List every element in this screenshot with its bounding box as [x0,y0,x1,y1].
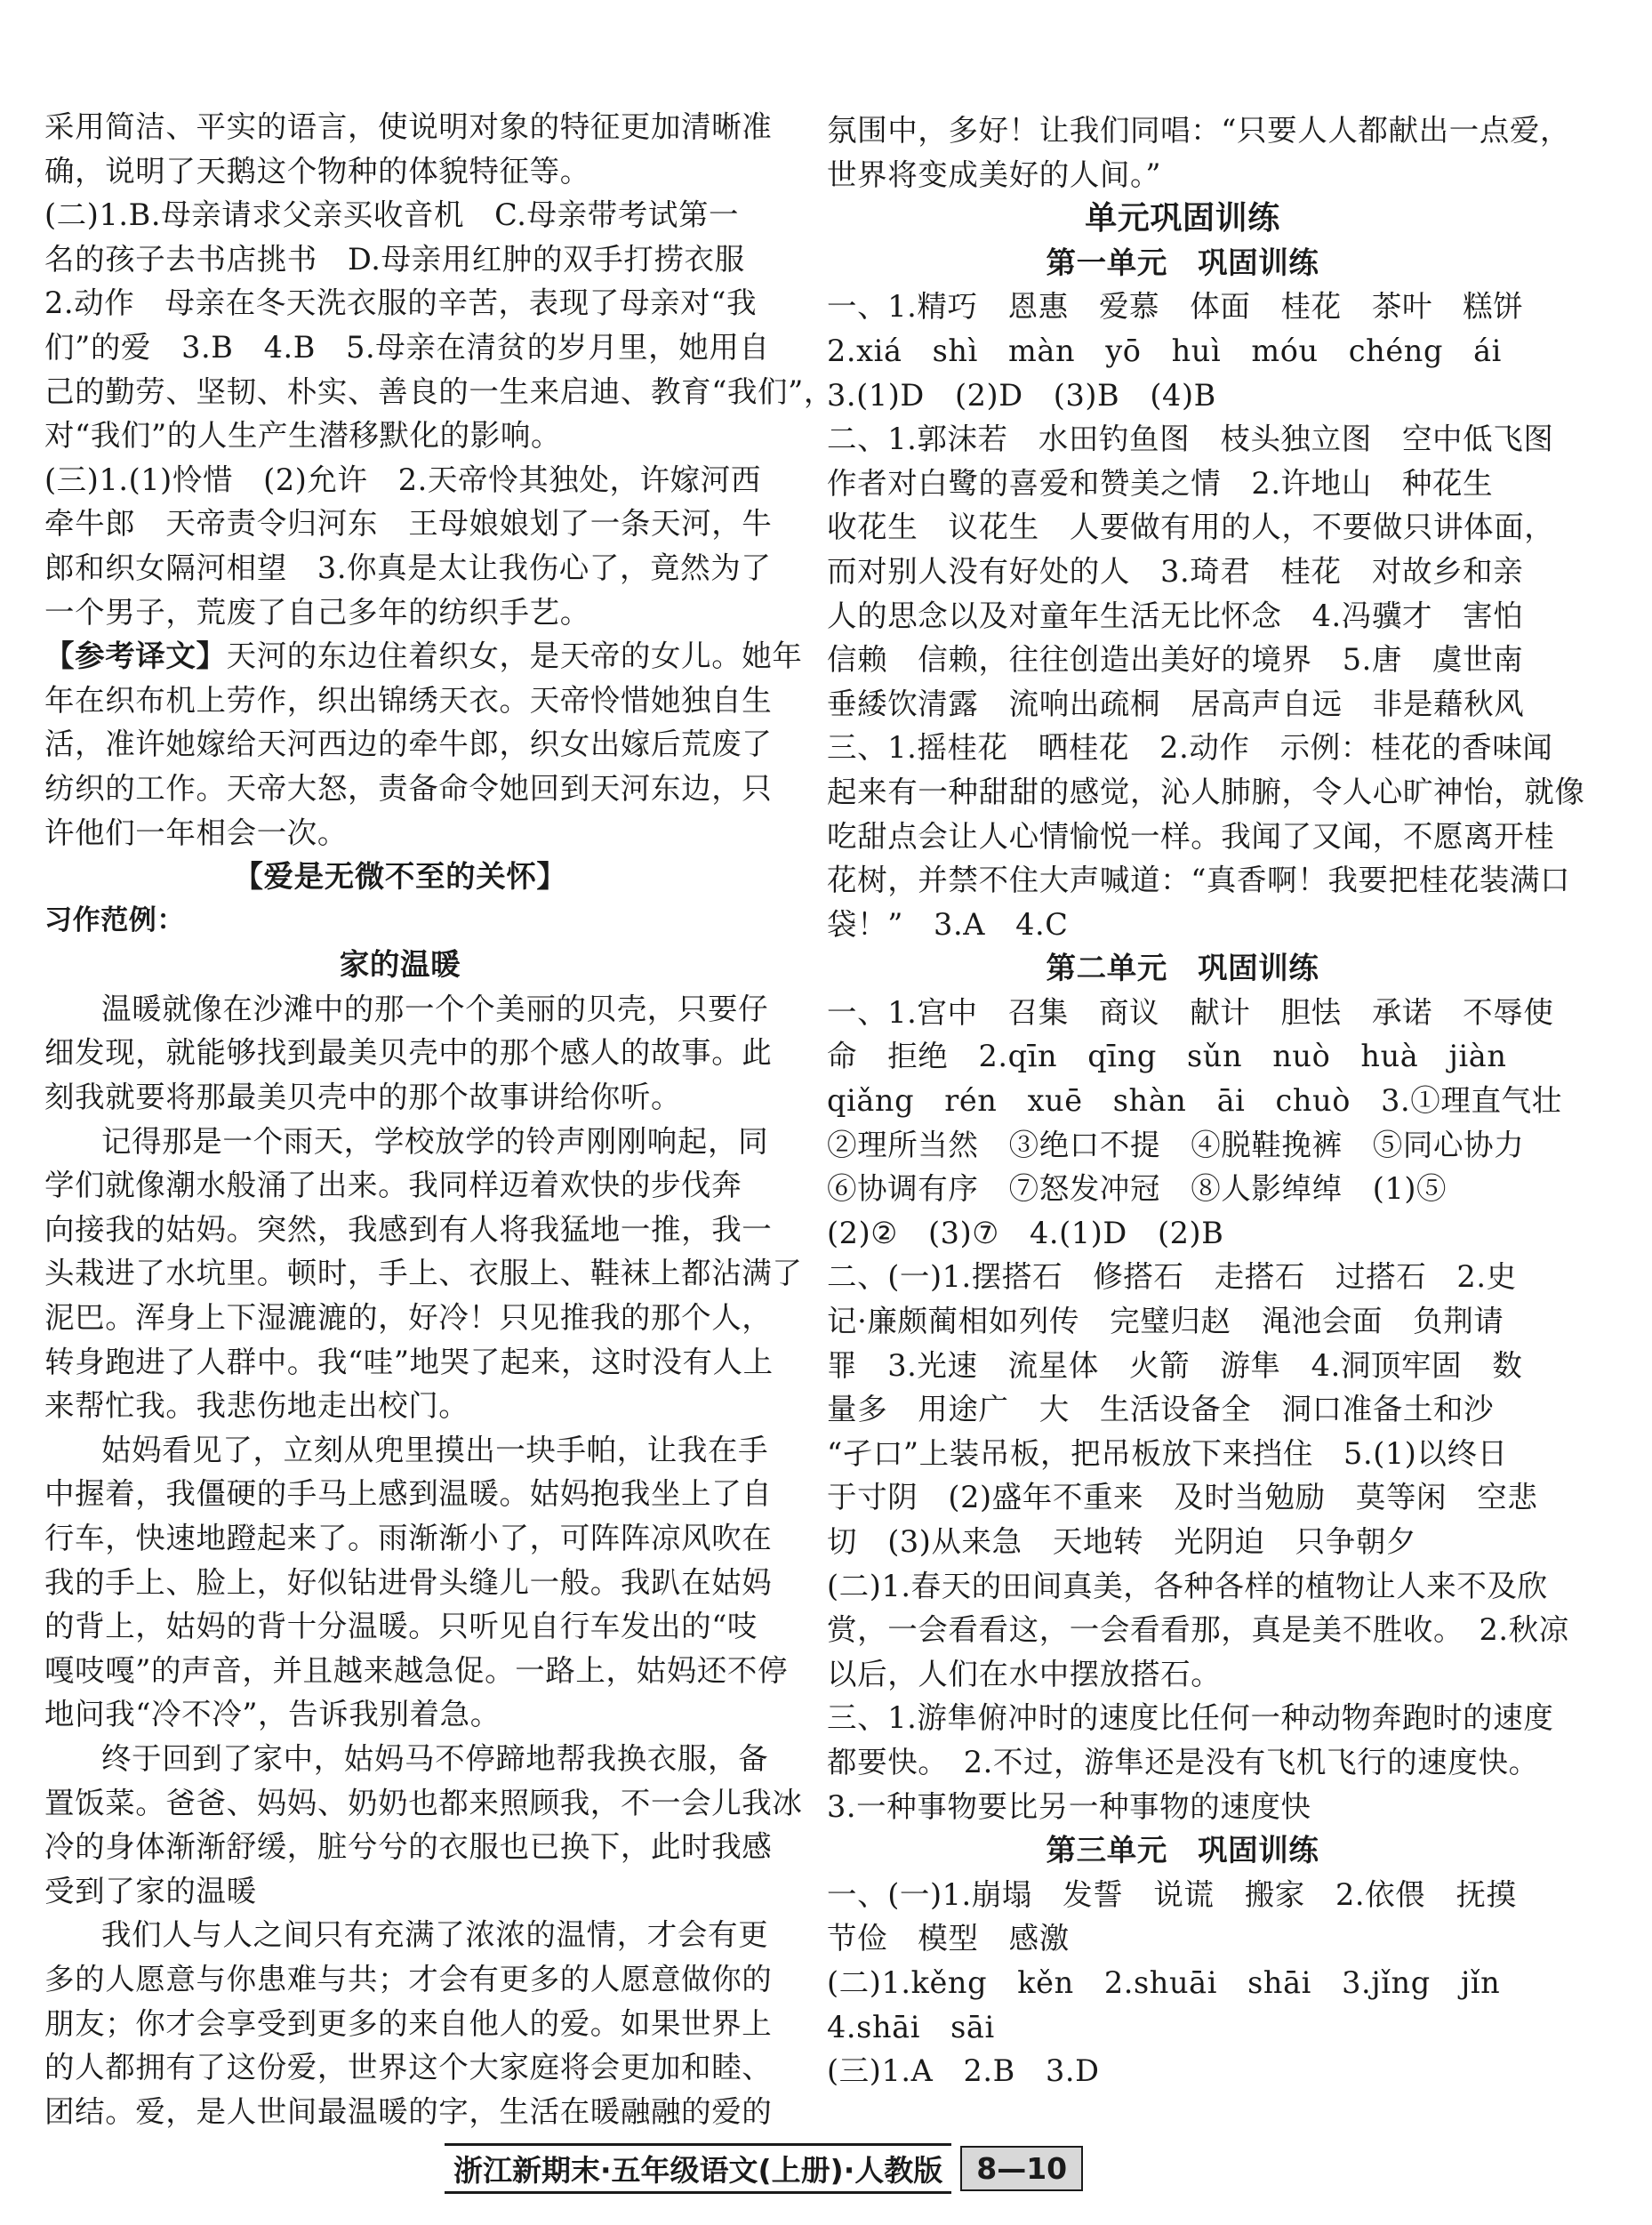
line-text: 中握着，我僵硬的手马上感到温暖。姑妈抱我坐上了自 [44,1476,773,1512]
right-text-line [827,241,1538,285]
left-text-line [44,105,773,149]
right-text-line [827,858,1571,903]
line-text: 确，说明了天鹅这个物种的体貌特征等。 [44,153,590,189]
right-text-line [827,2049,1538,2093]
right-text-line [827,1123,1538,1168]
line-text: 第一单元 巩固训练 [1046,245,1319,280]
left-text-line [44,899,756,944]
left-text-line [44,2090,773,2134]
line-text: 许他们一年相会一次。 [44,815,348,850]
line-text: 来帮忙我。我悲伤地走出校门。 [44,1388,469,1424]
line-text: 的人都拥有了这份爱，世界这个大家庭将会更加和睦、 [44,2050,773,2085]
left-text-line [44,943,756,987]
line-text: 地问我“冷不冷”，告诉我别着急。 [44,1697,501,1732]
left-text-line [44,1516,773,1561]
line-text: 起来有一种甜甜的感觉，沁人肺腑，令人心旷神怡，就像 [827,774,1585,809]
left-text-line [44,855,756,899]
left-text-line [44,767,773,811]
line-text: 切 (3)从来急 天地转 光阴迫 只争朝夕 [827,1524,1417,1559]
line-text: 【爱是无微不至的关怀】 [233,859,567,895]
right-text-line [827,638,1538,682]
line-text: ②理所当然 ③绝口不提 ④脱鞋挽裤 ⑤同心协力 [827,1127,1525,1162]
line-text: (2)② (3)⑦ 4.(1)D (2)B [827,1215,1224,1250]
line-text: 泥巴。浑身上下湿漉漉的，好冷！只见推我的那个人， [44,1300,773,1336]
left-text-line [44,193,756,237]
line-text: 一、(一)1.崩塌 发誓 说谎 搬家 2.依偎 抚摸 [827,1876,1517,1912]
right-text-line [827,991,1554,1035]
line-text: 罪 3.光速 流星体 火箭 游隼 4.洞顶牢固 数 [827,1347,1523,1383]
right-text-line [827,108,1571,153]
line-text: 记得那是一个雨天，学校放学的铃声刚刚响起，同 [101,1123,769,1159]
right-text-line [827,1432,1538,1476]
line-text: 3.(1)D (2)D (3)B (4)B [827,377,1216,413]
line-text: 们”的爱 3.B 4.B 5.母亲在清贫的岁月里，她用自 [44,329,770,365]
left-text-line [44,811,756,855]
left-text-line [44,502,773,546]
line-text: 量多 用途广 大 生活设备全 洞口准备土和沙 [827,1392,1495,1427]
line-text: 信赖 信赖，往往创造出美好的境界 5.唐 虞世南 [827,642,1524,678]
right-text-line [827,1652,1538,1697]
right-text-line [827,1785,1538,1829]
line-text: 多的人愿意与你患难与共；才会有更多的人愿意做你的 [44,1961,773,1996]
line-text: 学们就像潮水般涌了出来。我同样迈着欢快的步伐奔 [44,1168,742,1203]
right-text-line [827,1034,1538,1079]
line-text: 我们人与人之间只有充满了浓浓的温情，才会有更 [101,1917,769,1953]
left-text-line [44,1472,773,1516]
line-text: 向接我的姑妈。突然，我感到有人将我猛地一推，我一 [44,1211,773,1247]
line-text: 纺织的工作。天帝大怒，责备命令她回到天河东边，只 [44,770,773,806]
right-text-line [827,815,1555,859]
line-text: 温暖就像在沙滩中的那一个个美丽的贝壳，只要仔 [101,991,769,1026]
line-text: 对“我们”的人生产生潜移默化的影响。 [44,418,562,454]
right-text-line [827,505,1555,550]
line-text: 氛围中，多好！让我们同唱：“只要人人都献出一点爱， [827,113,1571,148]
right-text-line [827,153,1538,197]
line-text: 第二单元 巩固训练 [1046,951,1319,986]
right-text-line [827,1828,1538,1873]
left-text-line [44,1737,769,1781]
line-text: 于寸阴 (2)盛年不重来 及时当勉励 莫等闲 空悲 [827,1480,1538,1515]
left-text-line [44,546,772,590]
right-text-line [827,682,1538,727]
line-text: 收花生 议花生 人要做有用的人，不要做只讲体面， [827,510,1555,545]
line-text: (二)1.春天的田间真美，各种各样的植物让人来不及欣 [827,1568,1548,1603]
right-text-line [827,285,1538,329]
line-text: 姑妈看见了，立刻从兜里摸出一块手帕，让我在手 [101,1432,769,1467]
right-text-line [827,1167,1538,1211]
line-text: 细发现，就能够找到最美贝壳中的那个感人的故事。此 [44,1035,773,1071]
left-text-line [44,237,756,282]
left-text-line [44,1075,756,1120]
footer-book-title: 浙江新期末·五年级语文(上册)·人教版 [445,2143,951,2194]
left-text-line [44,987,769,1032]
line-text: 世界将变成美好的人间。” [827,157,1162,192]
line-text: 而对别人没有好处的人 3.琦君 桂花 对故乡和亲 [827,553,1524,589]
right-text-line [827,197,1538,241]
left-text-line [44,1692,756,1737]
line-text: 行车，快速地蹬起来了。雨渐渐小了，可阵阵凉风吹在 [44,1521,773,1555]
line-text: 垂緌饮清露 流响出疏桐 居高声自远 非是藉秋风 [827,686,1525,721]
line-text: 人的思念以及对童年生活无比怀念 4.冯骥才 害怕 [827,598,1524,633]
right-text-line [827,770,1585,815]
right-text-line [827,1520,1538,1564]
line-text: 一个男子，荒废了自己多年的纺织手艺。 [44,594,590,630]
line-text: 年在织布机上劳作，织出锦绣天衣。天帝怜惜她独自生 [44,682,773,718]
line-text: 家的温暖 [339,947,461,983]
left-text-line [44,1296,773,1340]
line-text: 己的勤劳、坚韧、朴实、善良的一生来启迪、教育“我们”， [44,374,834,409]
right-text-line [827,374,1538,418]
page-footer [445,2143,1083,2193]
line-text: 一、1.精巧 恩惠 爱慕 体面 桂花 茶叶 糕饼 [827,289,1524,325]
line-text: 三、1.游隼俯冲时的速度比任何一种动物奔跑时的速度 [827,1700,1554,1736]
left-text-line [44,590,756,635]
line-text: 习作范例： [44,904,185,936]
line-text: 嘎吱嘎”的声音，并且越来越急促。一路上，姑妈还不停 [44,1652,789,1688]
reference-translation-tag: 【参考译文】 [44,639,227,674]
left-text-line [44,281,756,325]
right-text-line [827,1740,1538,1785]
right-text-line [827,1961,1538,2005]
right-text-line [827,1564,1548,1609]
right-text-line [827,1079,1562,1123]
line-text: 三、1.摇桂花 晒桂花 2.动作 示例：桂花的香味闻 [827,730,1553,766]
right-text-line [827,1475,1538,1520]
line-text: (二)1.B.母亲请求父亲买收音机 C.母亲带考试第一 [44,197,740,233]
left-text-line [44,325,770,370]
left-text-line [44,1208,773,1252]
line-text: (三)1.A 2.B 3.D [827,2053,1100,2089]
line-text: 采用简洁、平实的语言，使说明对象的特征更加清晰准 [44,109,773,144]
line-text: 4.shāi sāi [827,2009,995,2044]
left-text-line [44,370,834,414]
left-text-line [44,1825,773,1869]
line-text: 记·廉颇蔺相如列传 完璧归赵 渑池会面 负荆请 [827,1304,1504,1339]
right-text-line [827,1255,1538,1299]
line-text: 2.动作 母亲在冬天洗衣服的辛苦，表现了母亲对“我 [44,285,758,321]
left-text-line [44,1120,769,1164]
line-text: 2.xiá shì màn yō huì móu chéng ái [827,333,1502,368]
line-text: 花树，并禁不住大声喊道：“真香啊！我要把桂花装满口 [827,863,1571,898]
left-text-line [44,1031,773,1075]
right-text-line [827,1696,1554,1740]
line-text: 终于回到了家中，姑妈马不停蹄地帮我换衣服，备 [101,1740,769,1776]
line-text: 朋友；你才会享受到更多的来自他人的爱。如果世界上 [44,2005,773,2041]
left-text-line [44,1428,769,1473]
left-text-line [44,1251,803,1296]
left-text-line [44,1163,756,1208]
left-text-line [44,1561,773,1605]
right-text-line [827,594,1538,639]
line-text: 转身跑进了人群中。我“哇”地哭了起来，这时没有人上 [44,1344,774,1379]
line-text: 二、(一)1.摆搭石 修搭石 走搭石 过搭石 2.史 [827,1259,1517,1295]
left-text-line [44,2002,773,2046]
left-text-line [44,1781,803,1826]
right-text-line [827,1608,1569,1652]
line-text: 单元巩固训练 [1085,200,1280,237]
right-text-line [827,417,1554,462]
line-text: 第三单元 巩固训练 [1046,1833,1319,1868]
line-text: 命 拒绝 2.qīn qīng sǔn nuò huà jiàn [827,1039,1507,1074]
line-text: 以后，人们在水中摆放搭石。 [827,1656,1222,1691]
line-text: 作者对白鹭的喜爱和赞美之情 2.许地山 种花生 [827,465,1494,501]
left-text-line [44,1649,789,1693]
left-column [44,105,834,2133]
line-text: (二)1.kěng kěn 2.shuāi shāi 3.jǐng jǐn [827,1964,1501,2000]
right-column [827,108,1585,2093]
left-text-line [44,1869,756,1914]
left-text-line [44,2045,773,2090]
left-text-line [44,414,756,458]
right-text-line [827,946,1538,991]
line-text: 袋！” 3.A 4.C [827,906,1069,942]
left-text-line [44,722,773,767]
footer-page-number: 8—10 [960,2146,1083,2191]
right-text-line [827,726,1553,770]
line-text: 我的手上、脸上，好似钻进骨头缝儿一般。我趴在姑妈 [44,1564,773,1600]
line-text: 团结。爱，是人世间最温暖的字，生活在暖融融的爱的 [44,2093,773,2129]
line-text: 一、1.宫中 召集 商议 献计 胆怯 承诺 不辱使 [827,994,1554,1030]
line-text: (三)1.(1)怜惜 (2)允许 2.天帝怜其独处，许嫁河西 [44,462,761,497]
line-text: 牵牛郎 天帝责令归河东 王母娘娘划了一条天河，牛 [44,506,773,542]
line-text: ⑥协调有序 ⑦怒发冲冠 ⑧人影绰绰 (1)⑤ [827,1171,1448,1207]
right-text-line [827,1211,1538,1256]
line-text: 刻我就要将那最美贝壳中的那个故事讲给你听。 [44,1080,682,1115]
left-text-line [44,634,803,679]
left-text-line [44,149,756,194]
left-text-line [44,1957,773,2002]
line-text: 冷的身体渐渐舒缓，脏兮兮的衣服也已换下，此时我感 [44,1829,773,1865]
line-text: 的背上，姑妈的背十分温暖。只听见自行车发出的“吱 [44,1609,758,1644]
right-text-line [827,1873,1538,1917]
line-text: “孑口”上装吊板，把吊板放下来挡住 5.(1)以终日 [827,1435,1508,1471]
line-text: 都要快。 2.不过，游隼还是没有飞机飞行的速度快。 [827,1744,1539,1779]
line-text: 天河的东边住着织女，是天帝的女儿。她年 [226,639,803,674]
line-text: 吃甜点会让人心情愉悦一样。我闻了又闻，不愿离开桂 [827,818,1555,854]
line-text: 名的孩子去书店挑书 D.母亲用红肿的双手打捞衣服 [44,241,745,277]
right-text-line [827,1299,1538,1344]
line-text: 受到了家的温暖 [44,1873,257,1908]
line-text: 活，准许她嫁给天河西边的牵牛郎，织女出嫁后荒废了 [44,727,773,762]
line-text: 3.一种事物要比另一种事物的速度快 [827,1788,1311,1824]
right-text-line [827,2005,1538,2050]
left-text-line [44,679,773,723]
line-text: 节俭 模型 感激 [827,1921,1070,1956]
line-text: 郎和织女隔河相望 3.你真是太让我伤心了，竟然为了 [44,550,772,585]
left-text-line [44,1384,756,1428]
left-text-line [44,1604,756,1649]
right-text-line [827,462,1538,506]
line-text: 头栽进了水坑里。顿时，手上、衣服上、鞋袜上都沾满了 [44,1256,803,1291]
line-text: 二、1.郭沫若 水田钓鱼图 枝头独立图 空中低飞图 [827,422,1554,457]
left-text-line [44,1913,769,1957]
line-text: qiǎng rén xuē shàn āi chuò 3.①理直气壮 [827,1083,1562,1119]
right-text-line [827,329,1538,374]
line-text: 置饭菜。爸爸、妈妈、奶奶也都来照顾我，不一会儿我冰 [44,1785,803,1820]
right-text-line [827,1344,1538,1388]
right-text-line [827,1387,1538,1432]
right-text-line [827,550,1538,594]
line-text: 赏，一会看看这，一会看看那，真是美不胜收。 2.秋凉 [827,1612,1569,1648]
right-text-line [827,1916,1538,1961]
right-text-line [827,903,1538,947]
left-text-line [44,458,761,502]
left-text-line [44,1340,774,1385]
